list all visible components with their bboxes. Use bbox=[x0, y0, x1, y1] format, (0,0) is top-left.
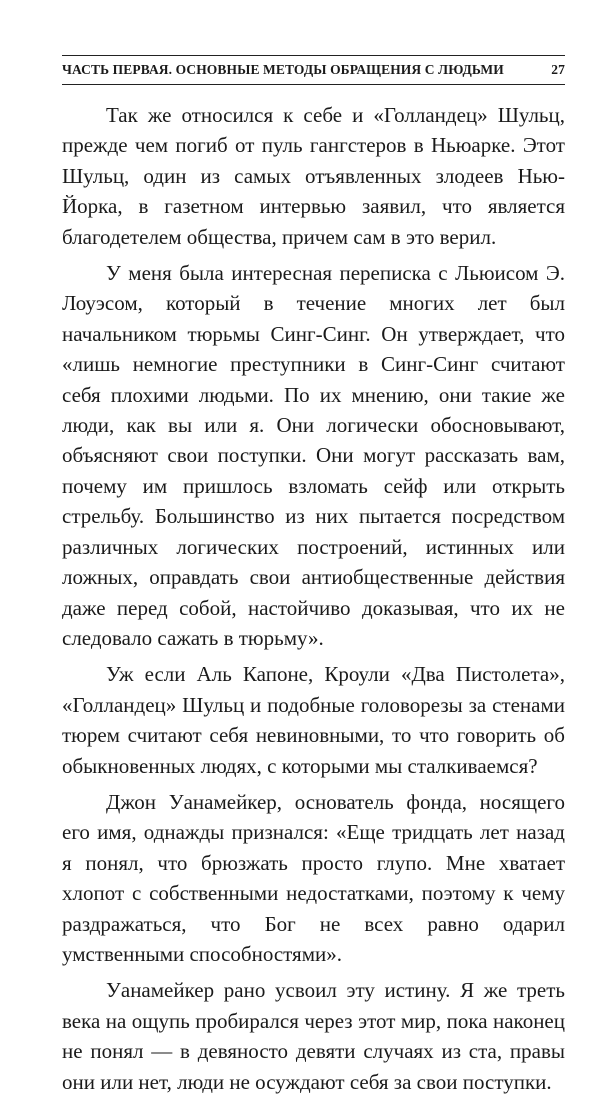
running-head bbox=[62, 55, 565, 85]
body-text bbox=[62, 100, 565, 1103]
running-title: ЧАСТЬ ПЕРВАЯ. ОСНОВНЫЕ МЕТОДЫ ОБРАЩЕНИЯ С ЛЮДЬМИ bbox=[62, 62, 504, 77]
paragraph: Уж если Аль Капоне, Кроули «Два Пистолета», «Голландец» Шульц и подобные головорезы за стенами тюрем считают себя невиновными, то что говорить об обыкновенных людях, с которыми мы сталкиваемся? bbox=[62, 662, 565, 778]
paragraph: Уанамейкер рано усвоил эту истину. Я же треть века на ощупь пробирался через этот мир, пока наконец не понял — в девяносто девяти случаях из ста, правы они или нет, люди не осуждают себя за свои поступки. bbox=[62, 978, 565, 1094]
page-number: 27 bbox=[551, 62, 565, 77]
paragraph: У меня была интересная переписка с Льюисом Э. Лоуэсом, который в течение многих лет был начальником тюрьмы Синг-Синг. Он утверждает, что «лишь немногие преступники в Синг-Синг считают себя плохими людьми. По их мнению, они такие же люди, как вы или я. Они логически обосновывают, объясняют свои поступки. Они могут рассказать вам, почему им пришлось взломать сейф или открыть стрельбу. Большинство из них пытается посредством различных логических построений, истинных или ложных, оправдать свои антиобщественные действия даже перед собой, настойчиво доказывая, что их не следовало сажать в тюрьму». bbox=[62, 261, 565, 650]
paragraph: Джон Уанамейкер, основатель фонда, носящего его имя, однажды признался: «Еще тридцать лет назад я понял, что брюзжать просто глупо. Мне хватает хлопот с собственными недостатками, поэтому к чему раздражаться, что Бог не всех равно одарил умственными способностями». bbox=[62, 789, 565, 966]
paragraph: Так же относился к себе и «Голландец» Шульц, прежде чем погиб от пуль гангстеров в Ньюарке. Этот Шульц, один из самых отъявленных злодеев Нью-Йорка, в газетном интервью заявил, что является благодетелем общества, причем сам в это верил. bbox=[62, 103, 565, 249]
